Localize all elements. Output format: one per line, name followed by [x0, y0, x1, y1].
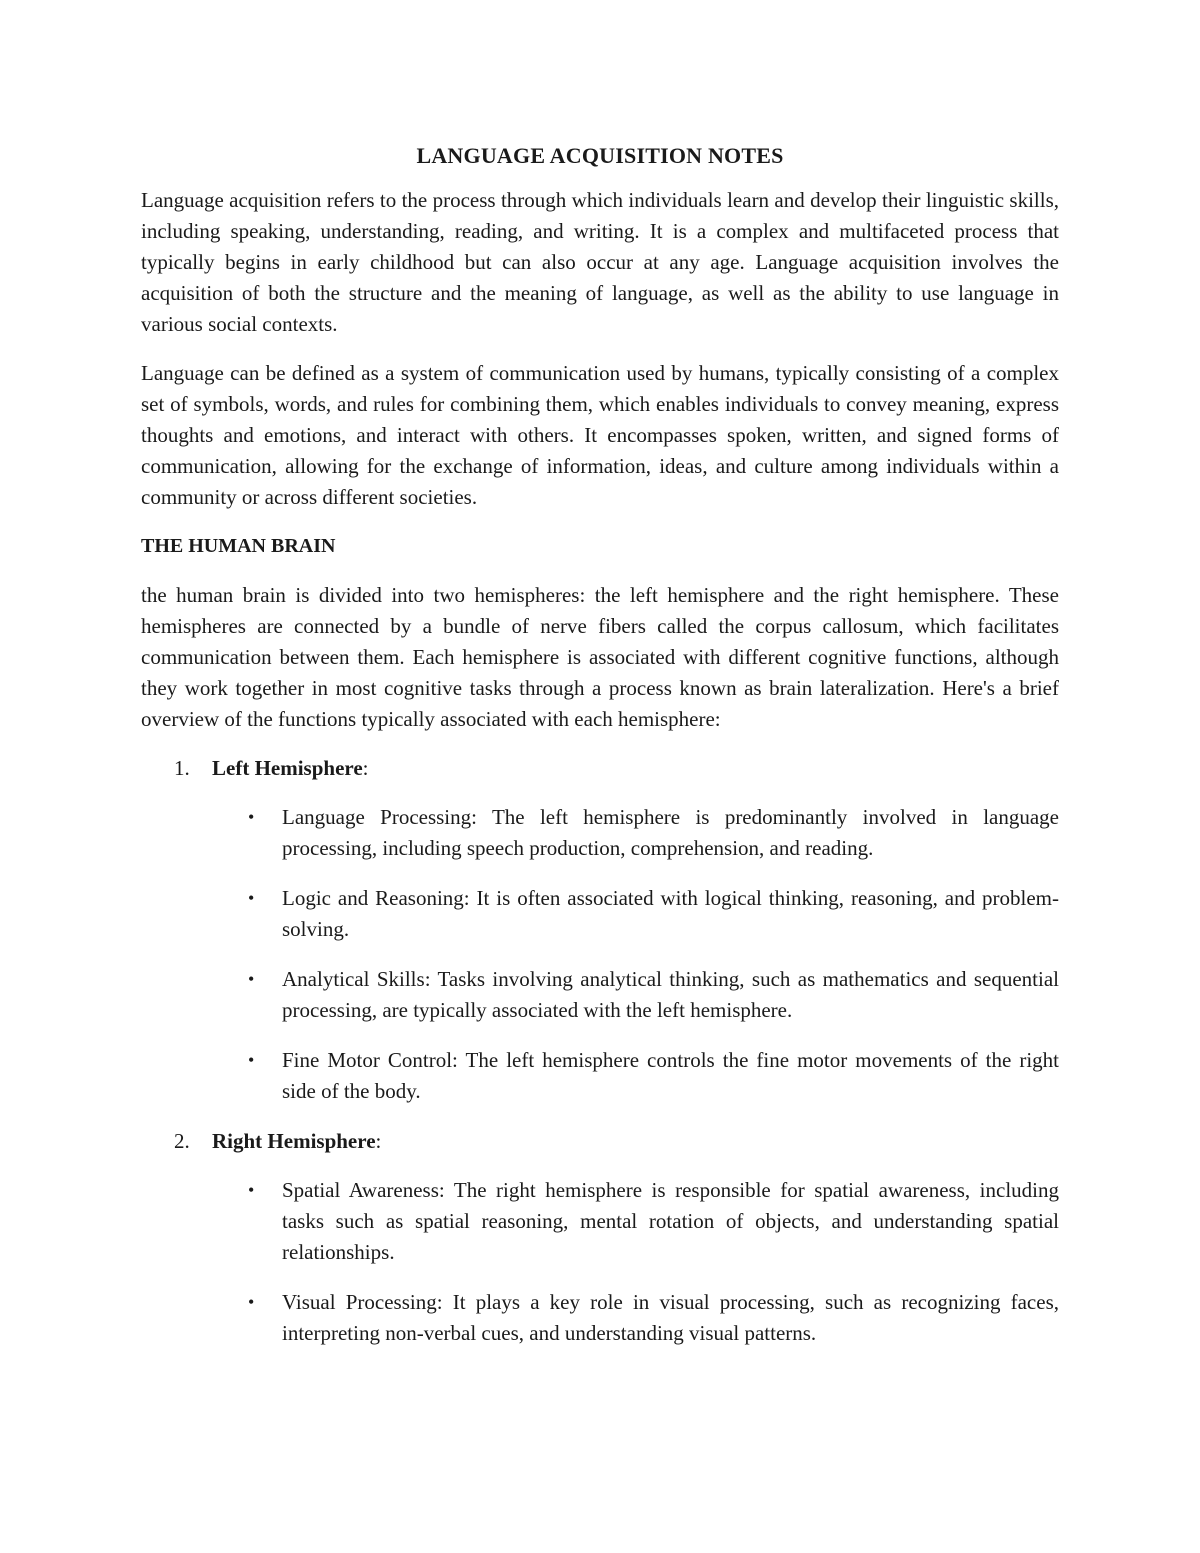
list-item-right-hemisphere — [141, 1126, 1059, 1349]
list-item — [212, 1045, 1059, 1107]
bullet-text: Analytical Skills: Tasks involving analytical thinking, such as mathematics and sequential processing, are typically associated with the left hemisphere. — [282, 967, 1059, 1022]
intro-paragraph-1: Language acquisition refers to the process through which individuals learn and develop their linguistic skills, including speaking, understanding, reading, and writing. It is a complex and multifaceted process that typically begins in early childhood but can also occur at any age. Language acquisition involves the acquisition of both the structure and the meaning of language, as well as the ability to use language in various social contexts. — [141, 188, 1059, 336]
list-item — [212, 1287, 1059, 1349]
intro-paragraph-2: Language can be defined as a system of communication used by humans, typically consisting of a complex set of symbols, words, and rules for combining them, which enables individuals to convey meaning, express thoughts and emotions, and interact with others. It encompasses spoken, written, and signed forms of communication, allowing for the exchange of information, ideas, and culture among individuals within a community or across different societies. — [141, 361, 1059, 509]
list-item-left-hemisphere — [141, 753, 1059, 1107]
bullet-icon: • — [248, 1180, 255, 1200]
list-item — [212, 1175, 1059, 1268]
right-hemisphere-heading — [174, 1126, 1059, 1157]
document-page — [141, 140, 1059, 1368]
bullet-text: Visual Processing: It plays a key role in visual processing, such as recognizing faces, interpreting non-verbal cues, and understanding visual patterns. — [282, 1290, 1059, 1345]
bullet-icon: • — [248, 1050, 255, 1070]
document-title: LANGUAGE ACQUISITION NOTES — [416, 143, 784, 168]
bullet-icon: • — [248, 969, 255, 989]
bullet-icon: • — [248, 888, 255, 908]
bullet-text: Fine Motor Control: The left hemisphere controls the fine motor movements of the right side of the body. — [282, 1048, 1059, 1103]
right-hemisphere-label: Right Hemisphere — [212, 1129, 376, 1153]
bullet-icon: • — [248, 807, 255, 827]
brain-paragraph: the human brain is divided into two hemispheres: the left hemisphere and the right hemisphere. These hemispheres are connected by a bundle of nerve fibers called the corpus callosum, which facilitates communication between them. Each hemisphere is associated with different cognitive functions, although they work together in most cognitive tasks through a process known as brain lateralization. Here's a brief overview of the functions typically associated with each hemisphere: — [141, 583, 1059, 731]
hemisphere-list — [141, 753, 1059, 1349]
list-number: 1. — [174, 756, 190, 780]
left-hemisphere-label: Left Hemisphere — [212, 756, 363, 780]
bullet-text: Language Processing: The left hemisphere is predominantly involved in language processing, including speech production, comprehension, and reading. — [282, 805, 1059, 860]
bullet-text: Logic and Reasoning: It is often associated with logical thinking, reasoning, and problem-solving. — [282, 886, 1059, 941]
section-heading: THE HUMAN BRAIN — [141, 535, 336, 557]
right-hemisphere-bullets — [212, 1175, 1059, 1349]
list-number: 2. — [174, 1129, 190, 1153]
bullet-text: Spatial Awareness: The right hemisphere is responsible for spatial awareness, including tasks such as spatial reasoning, mental rotation of objects, and understanding spatial relationships. — [282, 1178, 1059, 1264]
heading-colon: : — [362, 756, 369, 780]
list-item — [212, 883, 1059, 945]
list-item — [212, 964, 1059, 1026]
left-hemisphere-heading — [174, 753, 1059, 784]
left-hemisphere-bullets — [212, 802, 1059, 1107]
bullet-icon: • — [248, 1292, 255, 1312]
heading-colon: : — [375, 1129, 382, 1153]
list-item — [212, 802, 1059, 864]
